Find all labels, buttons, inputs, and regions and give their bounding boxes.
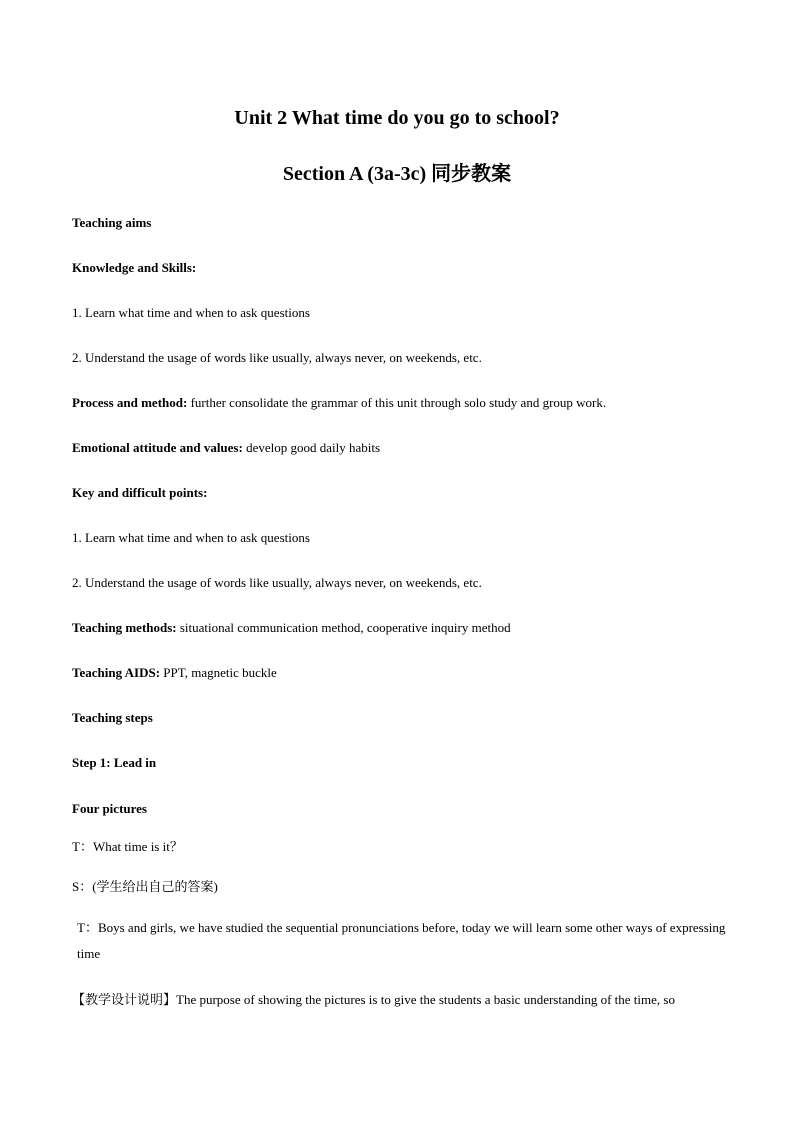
- key-point-item-2: 2. Understand the usage of words like usually, always never, on weekends, etc.: [72, 575, 482, 590]
- teaching-aids-text: PPT, magnetic buckle: [160, 665, 277, 680]
- process-method-text: further consolidate the grammar of this unit through solo study and group work.: [187, 395, 607, 410]
- knowledge-item-2: 2. Understand the usage of words like usually, always never, on weekends, etc.: [72, 350, 482, 365]
- teacher-statement: T：Boys and girls, we have studied the sequential pronunciations before, today we will learn some other ways of expressing time: [77, 920, 726, 961]
- step-1-heading: Step 1: Lead in: [72, 755, 157, 770]
- emotional-attitude-label: Emotional attitude and values:: [72, 440, 243, 455]
- document-subtitle: Section A (3a-3c) 同步教案: [282, 163, 512, 185]
- teaching-aids-line: [72, 664, 732, 682]
- teaching-methods-text: situational communication method, cooperative inquiry method: [176, 620, 511, 635]
- key-point-item-1: 1. Learn what time and when to ask questions: [72, 530, 310, 545]
- process-method-label: Process and method:: [72, 395, 188, 410]
- knowledge-item-1: 1. Learn what time and when to ask questions: [72, 305, 310, 320]
- design-note: [72, 991, 732, 1009]
- design-note-text: The purpose of showing the pictures is to give the students a basic understanding of the time, so: [176, 992, 675, 1007]
- key-points-heading: Key and difficult points:: [72, 485, 208, 500]
- document-title: Unit 2 What time do you go to school?: [234, 107, 560, 129]
- teaching-aids-label: Teaching AIDS:: [72, 665, 161, 680]
- student-answer: S：(学生给出自己的答案): [72, 879, 218, 894]
- teaching-methods-label: Teaching methods:: [72, 620, 177, 635]
- four-pictures-heading: Four pictures: [72, 801, 147, 816]
- emotional-attitude-line: [72, 439, 732, 457]
- design-note-label: 【教学设计说明】: [72, 992, 177, 1007]
- knowledge-skills-heading: Knowledge and Skills:: [72, 260, 197, 275]
- emotional-attitude-text: develop good daily habits: [242, 440, 381, 455]
- teaching-aims-heading: Teaching aims: [72, 215, 152, 230]
- teacher-question: T：What time is it？: [72, 839, 183, 854]
- teaching-methods-line: [72, 619, 732, 637]
- teaching-steps-heading: Teaching steps: [72, 710, 153, 725]
- process-method-line: [72, 394, 732, 412]
